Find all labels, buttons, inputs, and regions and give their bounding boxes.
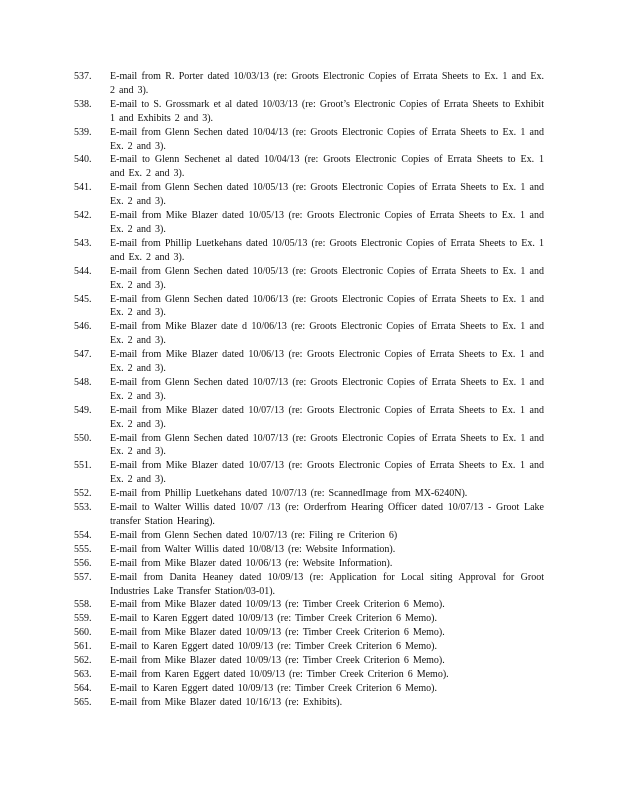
list-item bbox=[74, 293, 544, 321]
entry-description: E-mail from Glenn Sechen dated 10/04/13 (re: Groots Electronic Copies of Errata Sheets to Ex. 1 and Ex. 2 and 3). bbox=[110, 126, 544, 152]
list-item bbox=[74, 529, 544, 543]
entry-number: 554. bbox=[74, 529, 92, 541]
list-item bbox=[74, 612, 544, 626]
entry-number: 555. bbox=[74, 543, 92, 555]
list-item bbox=[74, 376, 544, 404]
entry-description: E-mail to S. Grossmark et al dated 10/03/13 (re: Groot’s Electronic Copies of Errata Sheets to Exhibit 1 and Exhibits 2 and 3). bbox=[110, 98, 544, 124]
list-item bbox=[74, 432, 544, 460]
entry-description: E-mail from Phillip Luetkehans dated 10/07/13 (re: ScannedImage from MX-6240N). bbox=[110, 488, 468, 500]
list-item bbox=[74, 543, 544, 557]
entry-description: E-mail from Mike Blazer dated 10/07/13 (re: Groots Electronic Copies of Errata Sheets to Ex. 1 and Ex. 2 and 3). bbox=[110, 404, 544, 430]
entry-description: E-mail from Glenn Sechen dated 10/07/13 (re: Groots Electronic Copies of Errata Sheets to Ex. 1 and Ex. 2 and 3). bbox=[110, 432, 544, 458]
list-item bbox=[74, 557, 544, 571]
entry-description: E-mail from R. Porter dated 10/03/13 (re: Groots Electronic Copies of Errata Sheets to Ex. 1 and Ex. 2 and 3). bbox=[110, 71, 544, 96]
list-item bbox=[74, 626, 544, 640]
entry-number: 546. bbox=[74, 321, 92, 333]
list-item bbox=[74, 181, 544, 209]
entry-number: 539. bbox=[74, 126, 92, 138]
entry-number: 552. bbox=[74, 488, 92, 500]
entry-number: 561. bbox=[74, 641, 92, 653]
entry-number: 547. bbox=[74, 349, 92, 361]
entry-number: 551. bbox=[74, 460, 92, 472]
entry-number: 562. bbox=[74, 655, 92, 667]
entry-description: E-mail from Glenn Sechen dated 10/05/13 (re: Groots Electronic Copies of Errata Sheets to Ex. 1 and Ex. 2 and 3). bbox=[110, 265, 544, 291]
entry-description: E-mail from Mike Blazer dated 10/09/13 (re: Timber Creek Criterion 6 Memo). bbox=[110, 655, 445, 667]
list-item bbox=[74, 98, 544, 126]
entry-number: 543. bbox=[74, 237, 92, 249]
entry-number: 541. bbox=[74, 182, 92, 194]
entry-description: E-mail from Glenn Sechen dated 10/07/13 (re: Filing re Criterion 6) bbox=[110, 529, 398, 541]
list-item bbox=[74, 237, 544, 265]
entry-description: E-mail from Mike Blazer dated 10/09/13 (re: Timber Creek Criterion 6 Memo). bbox=[110, 599, 445, 611]
entry-description: E-mail to Walter Willis dated 10/07 /13 (re: Orderfrom Hearing Officer dated 10/07/13 - Groot Lake transfer Station Hearing). bbox=[110, 502, 544, 527]
entry-number: 558. bbox=[74, 599, 92, 611]
entry-description: E-mail from Danita Heaney dated 10/09/13 (re: Application for Local siting Approval for Groot Industries Lake Transfer Station/03-01). bbox=[110, 571, 544, 597]
list-item bbox=[74, 696, 544, 710]
entry-number: 565. bbox=[74, 696, 92, 708]
entry-description: E-mail from Mike Blazer dated 10/09/13 (re: Timber Creek Criterion 6 Memo). bbox=[110, 627, 445, 639]
entry-description: E-mail from Karen Eggert dated 10/09/13 (re: Timber Creek Criterion 6 Memo). bbox=[110, 668, 449, 680]
entry-description: E-mail from Walter Willis dated 10/08/13 (re: Website Information). bbox=[110, 543, 396, 555]
list-item bbox=[74, 501, 544, 529]
list-item bbox=[74, 640, 544, 654]
list-item bbox=[74, 320, 544, 348]
entry-number: 549. bbox=[74, 404, 92, 416]
entry-description: E-mail to Karen Eggert dated 10/09/13 (re: Timber Creek Criterion 6 Memo). bbox=[110, 641, 437, 653]
list-item bbox=[74, 668, 544, 682]
entry-description: E-mail to Karen Eggert dated 10/09/13 (re: Timber Creek Criterion 6 Memo). bbox=[110, 682, 437, 694]
entry-number: 553. bbox=[74, 502, 92, 514]
list-item bbox=[74, 153, 544, 181]
entry-description: E-mail to Glenn Sechenet al dated 10/04/13 (re: Groots Electronic Copies of Errata Sheets to Ex. 1 and Ex. 2 and 3). bbox=[110, 154, 544, 180]
entry-description: E-mail from Glenn Sechen dated 10/05/13 (re: Groots Electronic Copies of Errata Sheets to Ex. 1 and Ex. 2 and 3). bbox=[110, 182, 544, 208]
entry-description: E-mail from Glenn Sechen dated 10/06/13 (re: Groots Electronic Copies of Errata Sheets to Ex. 1 and Ex. 2 and 3). bbox=[110, 293, 544, 319]
entry-description: E-mail from Mike Blazer date d 10/06/13 (re: Groots Electronic Copies of Errata Sheets to Ex. 1 and Ex. 2 and 3). bbox=[110, 321, 544, 347]
list-item bbox=[74, 459, 544, 487]
entry-number: 563. bbox=[74, 668, 92, 680]
entry-number: 542. bbox=[74, 210, 92, 222]
entry-number: 540. bbox=[74, 154, 92, 166]
list-item bbox=[74, 209, 544, 237]
entry-number: 545. bbox=[74, 293, 92, 305]
list-item bbox=[74, 571, 544, 599]
list-item bbox=[74, 126, 544, 154]
entry-number: 548. bbox=[74, 376, 92, 388]
entry-description: E-mail to Karen Eggert dated 10/09/13 (re: Timber Creek Criterion 6 Memo). bbox=[110, 613, 437, 625]
list-item bbox=[74, 265, 544, 293]
entry-description: E-mail from Mike Blazer dated 10/16/13 (re: Exhibits). bbox=[110, 696, 343, 708]
entry-number: 537. bbox=[74, 71, 92, 82]
entry-description: E-mail from Mike Blazer dated 10/06/13 (re: Groots Electronic Copies of Errata Sheets to Ex. 1 and Ex. 2 and 3). bbox=[110, 349, 544, 375]
entry-number: 556. bbox=[74, 557, 92, 569]
entry-number: 544. bbox=[74, 265, 92, 277]
entry-description: E-mail from Glenn Sechen dated 10/07/13 (re: Groots Electronic Copies of Errata Sheets to Ex. 1 and Ex. 2 and 3). bbox=[110, 376, 544, 402]
entry-number: 560. bbox=[74, 627, 92, 639]
entry-number: 538. bbox=[74, 98, 92, 110]
list-item bbox=[74, 404, 544, 432]
entry-description: E-mail from Mike Blazer dated 10/05/13 (re: Groots Electronic Copies of Errata Sheets to Ex. 1 and Ex. 2 and 3). bbox=[110, 210, 544, 235]
entry-number: 550. bbox=[74, 432, 92, 444]
list-item bbox=[74, 682, 544, 696]
entry-number: 564. bbox=[74, 682, 92, 694]
entry-number: 557. bbox=[74, 571, 92, 583]
email-index-list bbox=[74, 70, 544, 710]
list-item bbox=[74, 70, 544, 98]
list-item bbox=[74, 487, 544, 501]
entry-number: 559. bbox=[74, 613, 92, 625]
list-item bbox=[74, 654, 544, 668]
entry-description: E-mail from Phillip Luetkehans dated 10/05/13 (re: Groots Electronic Copies of Errata Sheets to Ex. 1 and Ex. 2 and 3). bbox=[110, 237, 544, 263]
list-item bbox=[74, 348, 544, 376]
list-item bbox=[74, 598, 544, 612]
entry-description: E-mail from Mike Blazer dated 10/07/13 (re: Groots Electronic Copies of Errata Sheets to Ex. 1 and Ex. 2 and 3). bbox=[110, 460, 544, 486]
entry-description: E-mail from Mike Blazer dated 10/06/13 (re: Website Information). bbox=[110, 557, 393, 569]
